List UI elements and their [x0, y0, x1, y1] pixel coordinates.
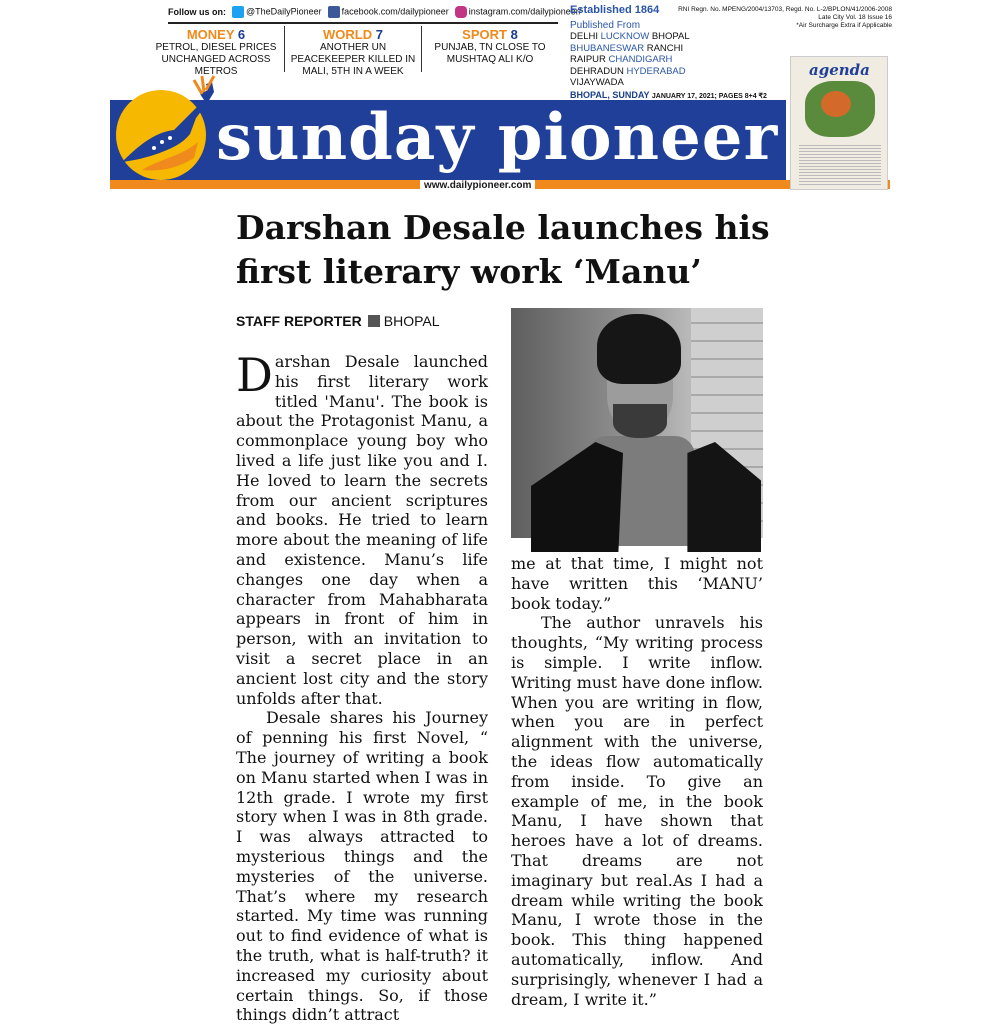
established-year: Established 1864 — [570, 4, 660, 16]
city: BHUBANESWAR — [570, 42, 645, 54]
city: CHANDIGARH — [608, 54, 673, 65]
twitter-icon — [232, 6, 244, 18]
instagram-link[interactable] — [455, 6, 582, 18]
city: LUCKNOW — [600, 31, 650, 42]
section-teasers — [148, 26, 558, 77]
social-follow-bar — [168, 6, 581, 18]
article-paragraph: The author unravels his thoughts, “My writing process is simple. I write inflow. Writing must have done inflow. When you are writing in flow, when you are in perfect alignment with the universe, the ideas flow automatically from inside. To give an example of me, in the book Manu, I have shown that heroes have a lot of dreams. That dreams are not imaginary but real.As I had a dream while writing the book Manu, I wrote those in the book. This thing happened automatically, inflow. And surprisingly, whenever I had a dream, I write it.” — [511, 613, 763, 1009]
paragraph-text: arshan Desale launched his first literary work titled 'Manu'. The book is about the Protagonist Manu, a commonplace young boy who lived a life just like you and I. He loved to learn the secrets from our ancient scriptures and books. He tried to learn more about the meaning of life and existence. Manu’s life changes one day when a character from Mahabharata appears in front of him in person, with an invitation to visit a secret place in an ancient lost city and the story unfolds after that. — [236, 352, 488, 708]
agenda-supplement-thumbnail[interactable] — [790, 56, 888, 190]
article-paragraph: Desale shares his Journey of penning his first Novel, “ The journey of writing a book on Manu started when I was in 12th grade. I wrote my first story when I was in 8th grade. I was always attracted to mysterious things and the mysteries of the universe. That’s where my research started. My time was running out to find evidence of what is the truth, what is half-truth? it increased my curiosity about certain things. So, if those things didn’t attract — [236, 708, 488, 1025]
agenda-title: agenda — [809, 61, 870, 79]
byline-author: STAFF REPORTER — [236, 313, 362, 329]
dateline-date: JANUARY 17, 2021; PAGES 8+4 ₹2 — [651, 93, 767, 100]
teaser-section: SPORT — [462, 27, 507, 42]
city: DELHI — [570, 31, 598, 42]
website-link[interactable]: www.dailypioneer.com — [420, 180, 535, 191]
article-column-2 — [511, 554, 763, 1009]
article-paragraph: me at that time, I might not have written this ‘MANU’ book today.” — [511, 554, 763, 613]
city: VIJAYWADA — [570, 77, 624, 88]
newspaper-title: sunday pioneer — [216, 100, 779, 175]
author-photo — [511, 308, 763, 538]
teaser-money[interactable] — [148, 26, 284, 77]
city: BHOPAL — [651, 31, 690, 42]
city: HYDERABAD — [626, 65, 686, 77]
edition-cities — [570, 31, 770, 89]
teaser-page: 8 — [510, 27, 518, 42]
city: RANCHI — [646, 42, 684, 54]
regn-number: RNI Regn. No. MPENG/2004/13703, Regd. No. L-2/BPLON/41/2006-2008 — [678, 6, 892, 13]
teaser-section: WORLD — [323, 27, 373, 42]
drop-cap: D — [236, 348, 273, 402]
instagram-icon — [455, 6, 467, 18]
twitter-handle: @TheDailyPioneer — [246, 6, 322, 17]
deer-logo-icon — [112, 72, 222, 182]
masthead-rule — [168, 22, 558, 24]
city: DEHRADUN — [570, 65, 624, 77]
published-from-label: Published From — [570, 20, 641, 31]
teaser-page: 7 — [375, 27, 383, 42]
teaser-headline: PUNJAB, TN CLOSE TO MUSHTAQ ALI K/O — [434, 42, 546, 65]
dateline-city-day: BHOPAL, SUNDAY — [570, 90, 650, 100]
registration-info — [676, 6, 892, 30]
byline — [236, 313, 440, 329]
issue-info: Late City Vol. 18 Issue 16 — [818, 14, 892, 21]
teaser-world[interactable] — [284, 26, 421, 77]
facebook-link[interactable] — [328, 6, 449, 18]
teaser-section: MONEY — [186, 27, 235, 42]
facebook-handle: facebook.com/dailypioneer — [341, 6, 449, 17]
surcharge-note: *Air Surcharge Extra if Applicable — [796, 22, 892, 29]
city: RAIPUR — [570, 54, 606, 65]
teaser-headline: ANOTHER UN PEACEKEEPER KILLED IN MALI, 5TH IN A WEEK — [290, 42, 416, 77]
article-column-1 — [236, 348, 488, 1025]
byline-square-icon — [368, 315, 380, 327]
teaser-headline: PETROL, DIESEL PRICES UNCHANGED ACROSS METROS — [155, 42, 277, 77]
teaser-sport[interactable] — [421, 26, 558, 72]
article-headline: Darshan Desale launches his first literary work ‘Manu’ — [236, 208, 770, 291]
supplement-text-block — [799, 143, 881, 187]
teaser-page: 6 — [237, 27, 246, 42]
facebook-icon — [328, 6, 340, 18]
map-highlight — [821, 91, 851, 117]
twitter-link[interactable] — [232, 6, 322, 18]
follow-label: Follow us on: — [168, 7, 226, 17]
instagram-handle: instagram.com/dailypioneer/ — [468, 6, 582, 17]
byline-city: BHOPAL — [383, 313, 440, 329]
article-paragraph — [236, 348, 488, 708]
dateline — [570, 90, 767, 100]
